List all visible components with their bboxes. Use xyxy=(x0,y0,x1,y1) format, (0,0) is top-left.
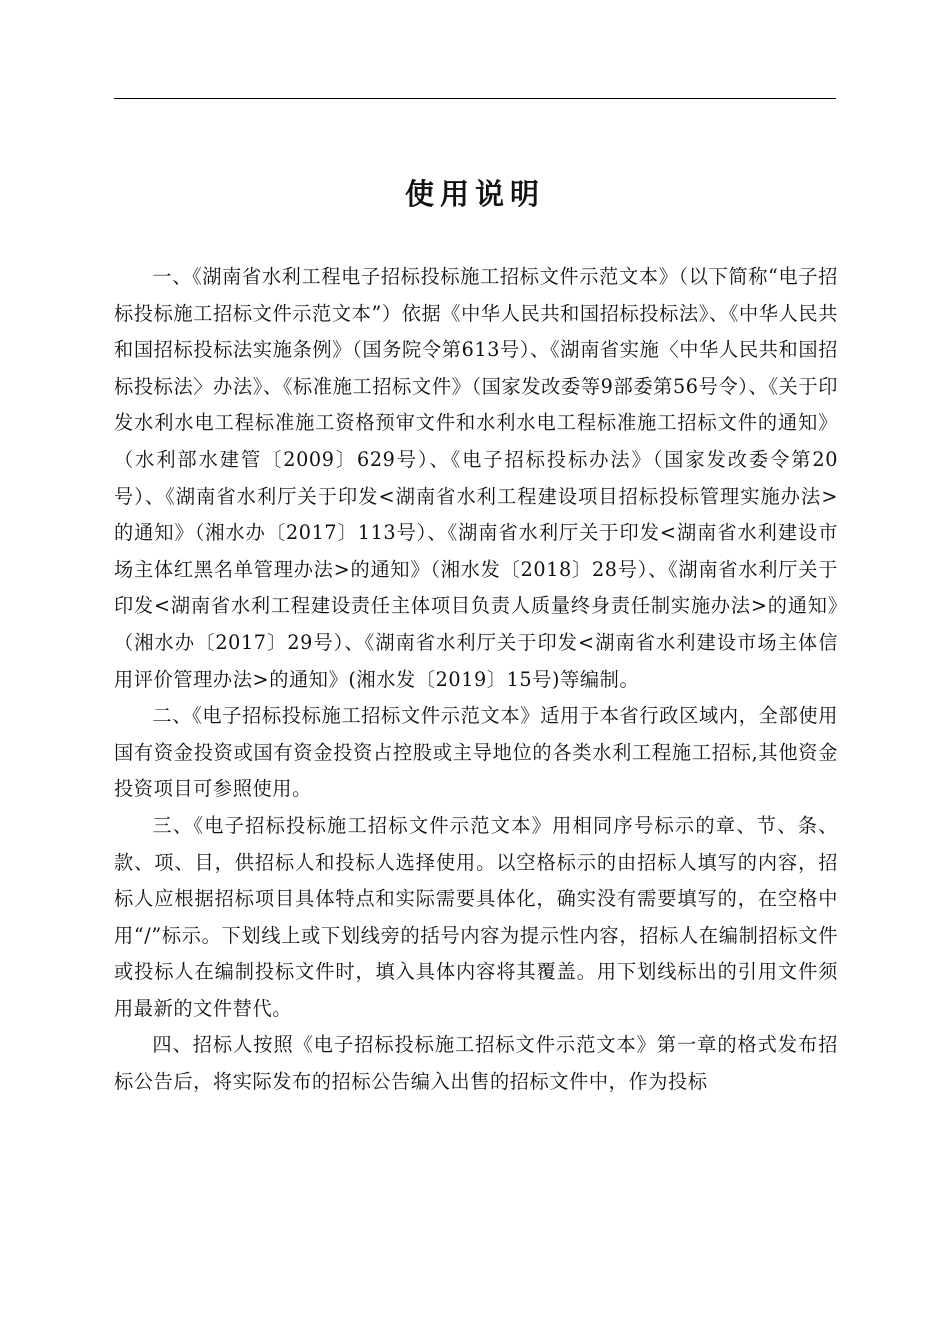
paragraph-3: 三、《电子招标投标施工招标文件示范文本》用相同序号标示的章、节、条、款、项、目，供招标人和投标人选择使用。以空格标示的由招标人填写的内容，招标人应根据招标项目具体特点和实际需要具体化，确实没有需要填写的，在空格中用“/”标示。下划线上或下划线旁的括号内容为提示性内容，招标人在编制招标文件或投标人在编制投标文件时，填入具体内容将其覆盖。用下划线标出的引用文件须用最新的文件替代。 xyxy=(114,813,838,1020)
document-body xyxy=(114,259,838,1101)
paragraph-2: 二、《电子招标投标施工招标文件示范文本》适用于本省行政区域内，全部使用国有资金投资或国有资金投资占控股或主导地位的各类水利工程施工招标,其他资金投资项目可参照使用。 xyxy=(114,704,838,801)
paragraph-1: 一、《湖南省水利工程电子招标投标施工招标文件示范文本》（以下简称“电子招标投标施工招标文件示范文本”）依据《中华人民共和国招标投标法》、《中华人民共和国招标投标法实施条例》（国务院令第613号）、《湖南省实施〈中华人民共和国招标投标法〉办法》、《标准施工招标文件》（国家发改委等9部委第56号令）、《关于印发水利水电工程标准施工资格预审文件和水利水电工程标准施工招标文件的通知》（水利部水建管〔2009〕629号）、《电子招标投标办法》（国家发改委令第20号）、《湖南省水利厅关于印发<湖南省水利工程建设项目招标投标管理实施办法>的通知》（湘水办〔2017〕113号）、《湖南省水利厅关于印发<湖南省水利建设市场主体红黑名单管理办法>的通知》（湘水发〔2018〕28号）、《湖南省水利厅关于印发<湖南省水利工程建设责任主体项目负责人质量终身责任制实施办法>的通知》（湘水办〔2017〕29号）、《湖南省水利厅关于印发<湖南省水利建设市场主体信用评价管理办法>的通知》(湘水发〔2019〕15号)等编制。 xyxy=(114,265,838,691)
document-title: 使用说明 xyxy=(404,177,545,211)
header-rule xyxy=(114,98,836,99)
paragraph-4: 四、招标人按照《电子招标投标施工招标文件示范文本》第一章的格式发布招标公告后，将实际发布的招标公告编入出售的招标文件中，作为投标 xyxy=(114,1033,838,1094)
